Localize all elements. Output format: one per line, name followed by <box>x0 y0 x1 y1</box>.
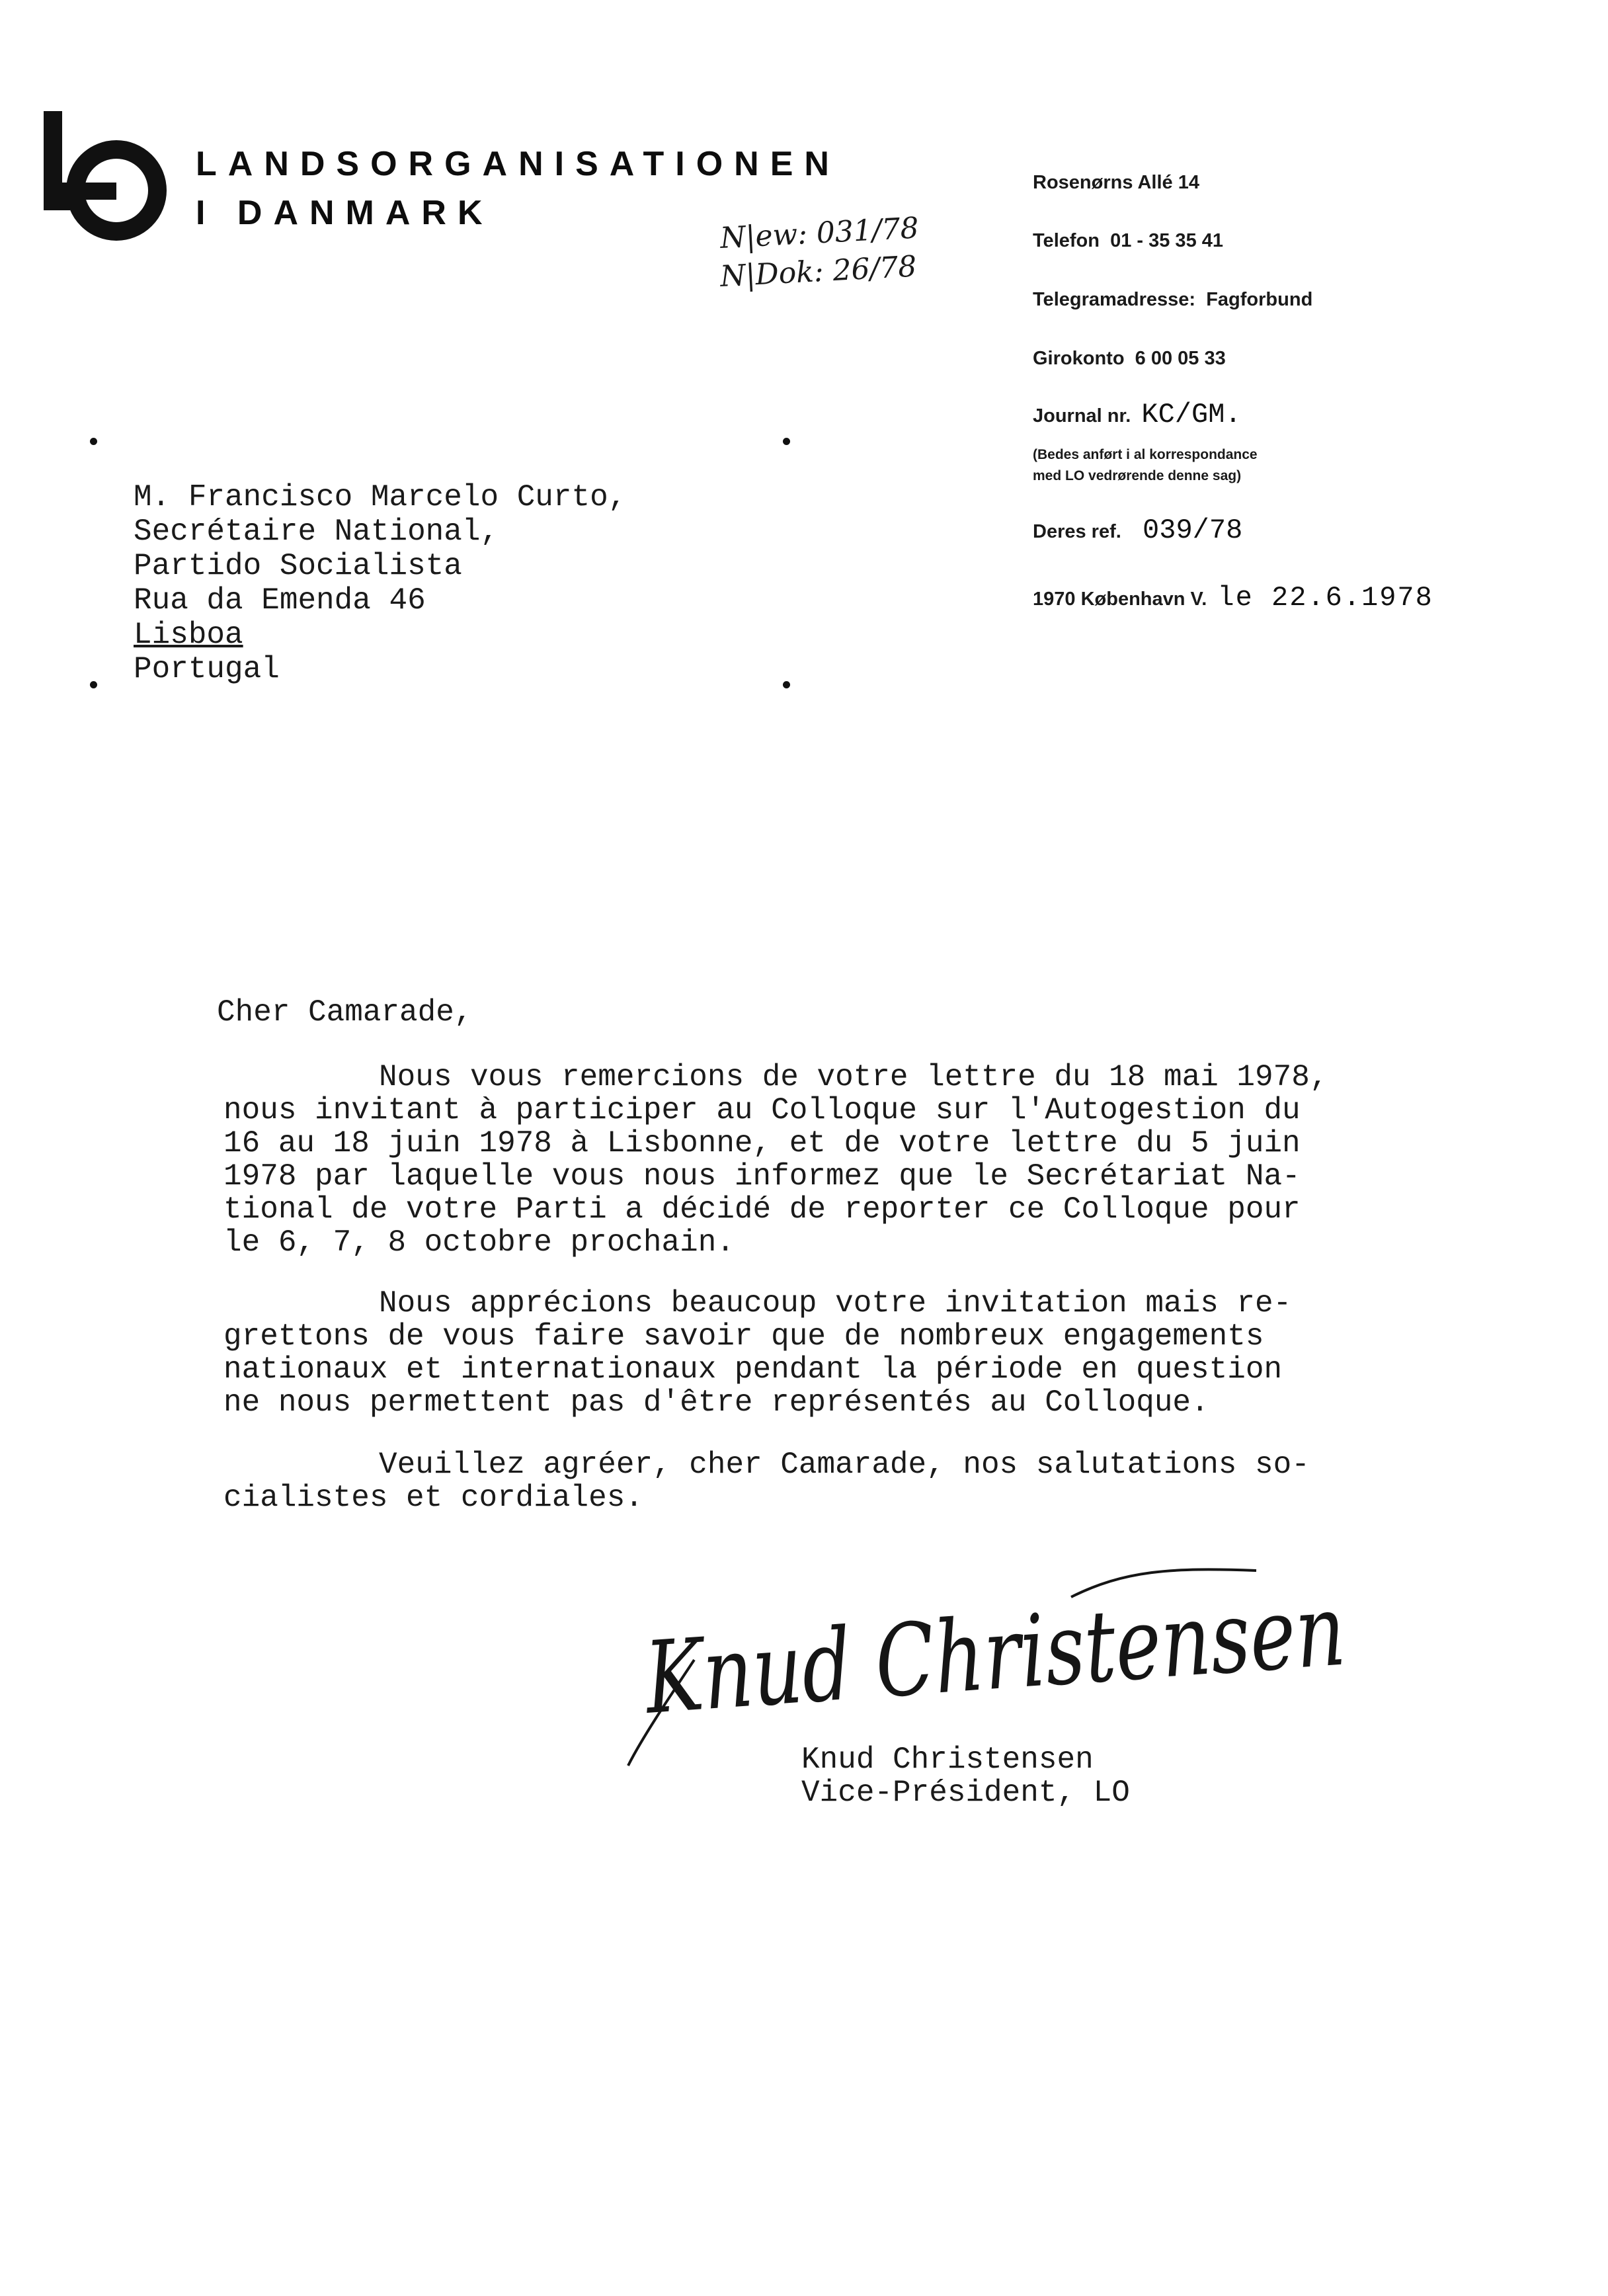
paragraph-1 <box>223 1061 1328 1259</box>
body-line: Veuillez agréer, cher Camarade, nos salutations so- <box>379 1448 1310 1482</box>
body-line: ne nous permettent pas d'être représentés au Colloque. <box>223 1385 1209 1420</box>
correspondence-note <box>1033 444 1258 487</box>
giro-value: 6 00 05 33 <box>1135 348 1226 369</box>
org-name-line1: LANDSORGANISATIONEN <box>196 145 840 183</box>
body-line: nationaux et internationaux pendant la période en question <box>223 1352 1283 1387</box>
contact-deres-ref <box>1033 514 1242 546</box>
window-mark-bottom-left <box>90 681 97 688</box>
recipient-country: Portugal <box>134 652 280 686</box>
signatory-name: Knud Christensen <box>801 1742 1094 1777</box>
deres-label: Deres ref. <box>1033 521 1121 542</box>
body-line: Nous apprécions beaucoup votre invitation mais re- <box>379 1286 1292 1321</box>
recipient-city: Lisboa <box>134 618 243 652</box>
contact-telegram <box>1033 289 1312 311</box>
contact-address: Rosenørns Allé 14 <box>1033 172 1199 193</box>
body-line: 1978 par laquelle vous nous informez que le Secrétariat Na- <box>223 1159 1301 1194</box>
recipient-line: Rua da Emenda 46 <box>134 583 426 618</box>
journal-value: KC/GM. <box>1141 399 1242 430</box>
contact-journal <box>1033 399 1242 430</box>
journal-label: Journal nr. <box>1033 405 1131 427</box>
note-line2: med LO vedrørende denne sag) <box>1033 468 1242 483</box>
salutation: Cher Camarade, <box>217 995 473 1030</box>
telegram-value: Fagforbund <box>1206 289 1313 310</box>
body-line: 16 au 18 juin 1978 à Lisbonne, et de votre lettre du 5 juin <box>223 1126 1301 1161</box>
telefon-value: 01 - 35 35 41 <box>1110 230 1224 251</box>
giro-label: Girokonto <box>1033 348 1125 369</box>
handwritten-reference-note <box>714 211 939 301</box>
city: 1970 København V. <box>1033 589 1207 610</box>
recipient-line: Partido Socialista <box>134 549 462 583</box>
body-line: tional de votre Parti a décidé de reporter ce Colloque pour <box>223 1192 1301 1227</box>
date-value: le 22.6.1978 <box>1217 582 1433 614</box>
org-name-line2: I DANMARK <box>196 194 494 232</box>
signatory-block <box>801 1743 1130 1809</box>
window-mark-top-right <box>783 438 790 445</box>
body-line: cialistes et cordiales. <box>223 1481 643 1515</box>
contact-telefon <box>1033 230 1223 252</box>
window-mark-top-left <box>90 438 97 445</box>
contact-girokonto <box>1033 348 1226 370</box>
recipient-line: Secrétaire National, <box>134 514 499 549</box>
handwritten-ref-line1: N|ew: 031/78 <box>719 211 920 255</box>
body-line: Nous vous remercions de votre lettre du 18 mai 1978, <box>379 1060 1328 1094</box>
signatory-title: Vice-Président, LO <box>801 1776 1130 1810</box>
body-line: nous invitant à participer au Colloque sur l'Autogestion du <box>223 1093 1301 1128</box>
body-line: le 6, 7, 8 octobre prochain. <box>223 1225 735 1260</box>
paragraph-2 <box>223 1287 1291 1419</box>
note-line1: (Bedes anført i al korrespondance <box>1033 447 1258 462</box>
place-and-date <box>1033 582 1433 614</box>
recipient-line: M. Francisco Marcelo Curto, <box>134 480 627 514</box>
recipient-address <box>134 480 626 686</box>
signature-text: Knud Christensen <box>641 1559 1550 1737</box>
lo-logo <box>44 111 163 243</box>
telefon-label: Telefon <box>1033 230 1100 251</box>
window-mark-bottom-right <box>783 681 790 688</box>
handwritten-ref-line2: N|Dok: 26/78 <box>719 249 918 294</box>
telegram-label: Telegramadresse: <box>1033 289 1196 310</box>
deres-value: 039/78 <box>1143 514 1243 546</box>
body-line: grettons de vous faire savoir que de nombreux engagements <box>223 1319 1264 1354</box>
paragraph-3 <box>223 1448 1310 1514</box>
handwritten-signature <box>622 1559 1550 1772</box>
